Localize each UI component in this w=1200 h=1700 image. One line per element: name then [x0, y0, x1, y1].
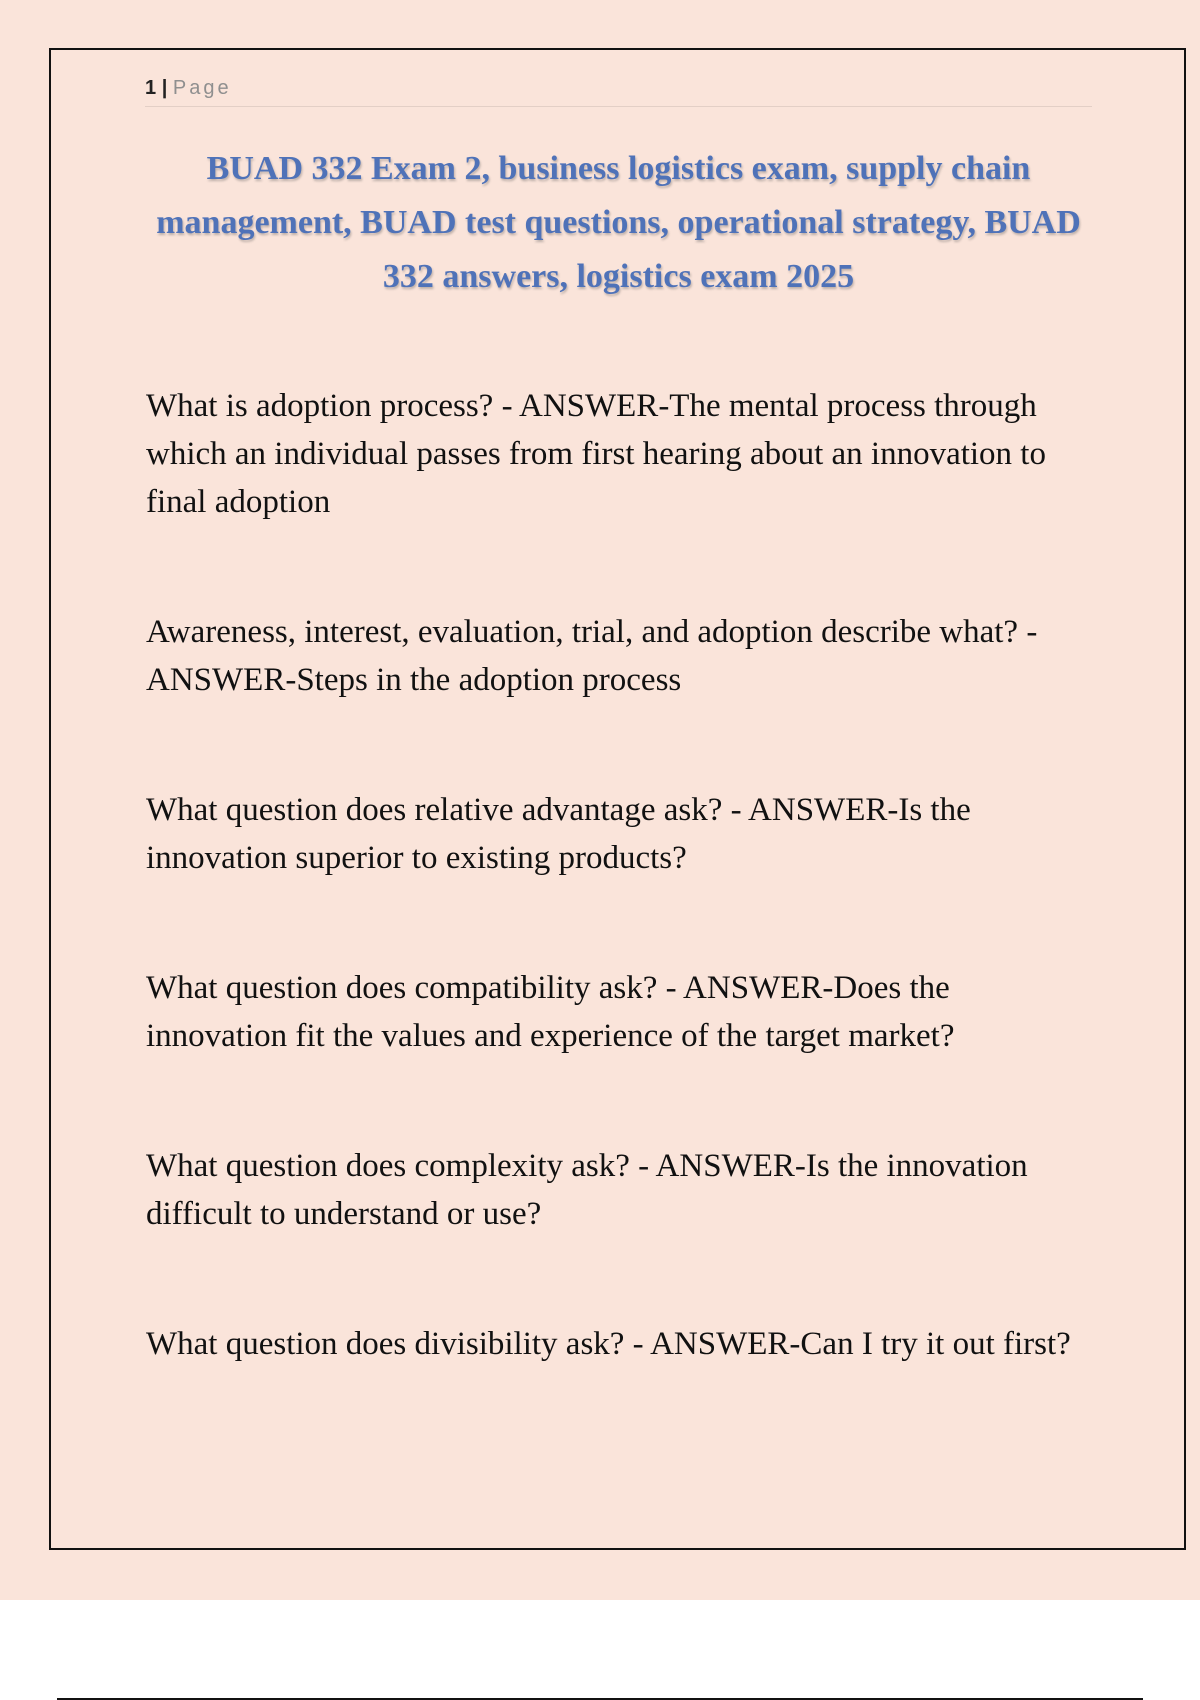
page-label: Page [172, 77, 232, 99]
page-separator: | [161, 77, 168, 99]
qa-item: Awareness, interest, evaluation, trial, and adoption describe what? - ANSWER-Steps in the adoption process [146, 614, 1038, 698]
page-header [145, 74, 1092, 107]
document-title: BUAD 332 Exam 2, business logistics exam, supply chain management, BUAD test questions, operational strategy, BUAD 332 answers, logistics exam 2025 [156, 150, 1081, 295]
page-number: 1 [145, 77, 157, 99]
qa-item: What question does compatibility ask? - ANSWER-Does the innovation fit the values and experience of the target market? [146, 970, 955, 1054]
qa-item: What question does relative advantage ask? - ANSWER-Is the innovation superior to existing products? [146, 792, 971, 876]
qa-item: What is adoption process? - ANSWER-The mental process through which an individual passes from first hearing about an innovation to final adoption [146, 388, 1046, 520]
qa-item: What question does complexity ask? - ANSWER-Is the innovation difficult to understand or use? [146, 1148, 1028, 1232]
qa-item: What question does divisibility ask? - ANSWER-Can I try it out first? [146, 1326, 1071, 1362]
